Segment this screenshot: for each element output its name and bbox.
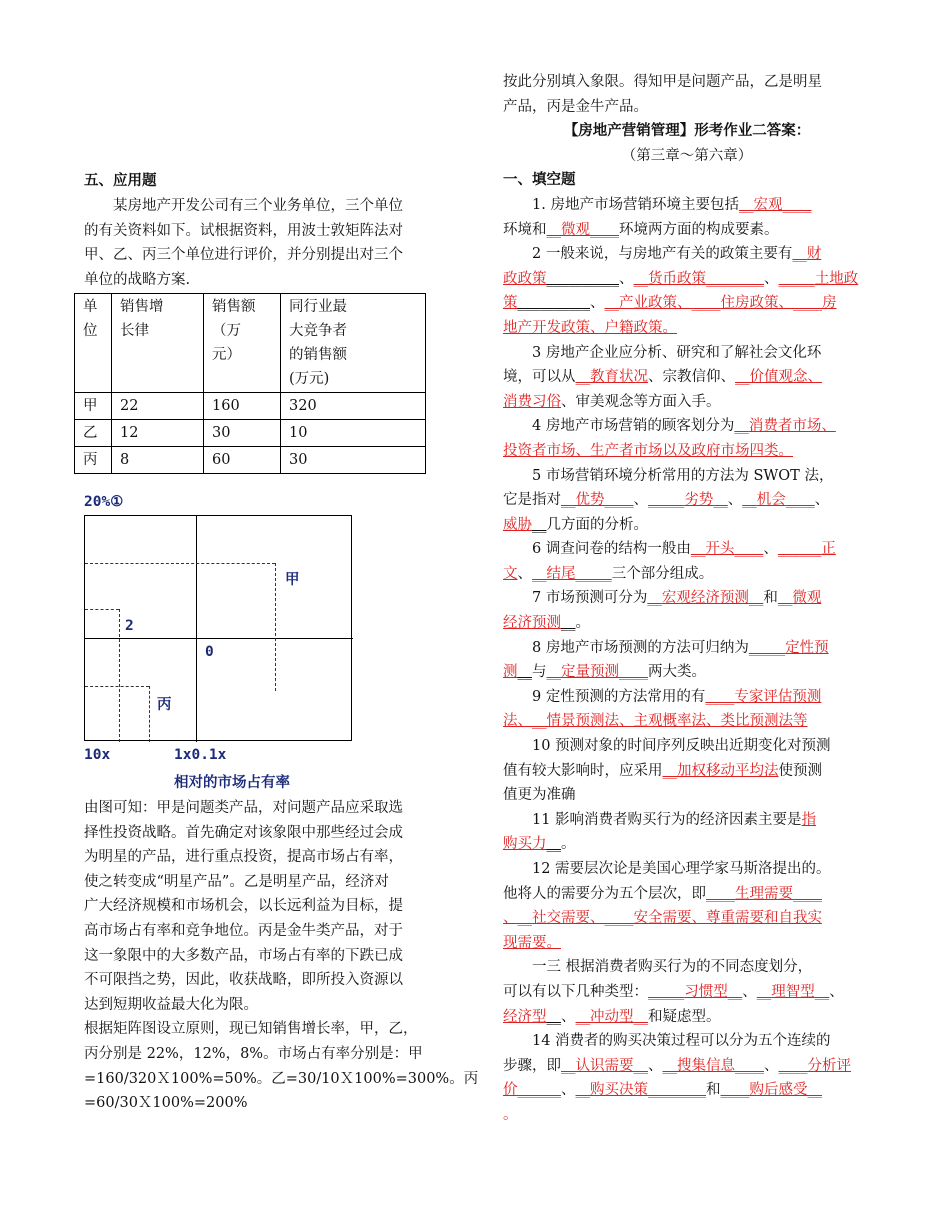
table-cell: 320 <box>281 393 426 420</box>
dashed-line <box>119 609 120 742</box>
question-1: 1. 房地产市场营销环境主要包括__宏观____ <box>532 196 812 213</box>
question-12-cont: 他将人的需要分为五个层次，即____生理需要____ <box>503 885 822 902</box>
question-14: 14 消费者的购买决策过程可以分为五个连续的 <box>532 1033 831 1050</box>
dashed-line <box>149 686 150 742</box>
continuation-line: 产品，丙是金牛产品。 <box>503 98 648 115</box>
x-label-left: 10x <box>84 747 111 763</box>
table-row <box>75 393 426 420</box>
data-table <box>74 293 426 474</box>
question-9-cont: 法、__情景预测法、主观概率法、类比预测法等 <box>503 713 808 730</box>
dashed-line <box>85 563 275 564</box>
star-label: 甲 <box>285 572 300 588</box>
question-5-cont: 威胁__几方面的分析。 <box>503 516 648 533</box>
analysis-line: =160/320Ｘ100%=50%。乙=30/10Ｘ100%=300%。丙 <box>84 1070 479 1087</box>
table-header-row <box>75 294 426 393</box>
question-12: 12 需要层次论是美国心理学家马斯洛提出的。 <box>532 861 831 877</box>
x-label-mid: 1x0.1x <box>174 747 227 763</box>
bcg-matrix <box>84 515 352 741</box>
question-3-cont: 消费习俗、审美观念等方面入手。 <box>503 393 721 410</box>
table-cell: 12 <box>112 420 204 447</box>
dashed-line <box>85 609 119 610</box>
analysis-paragraph <box>84 796 479 1116</box>
question-2-cont: 地产开发政策、户籍政策。 <box>503 319 677 336</box>
analysis-line: 达到短期收益最大化为限。 <box>84 996 258 1013</box>
question-10-cont: 值有较大影响时，应采用__加权移动平均法使预测 <box>503 762 822 779</box>
table-cell: 甲 <box>75 393 112 420</box>
header-cell: 单 位 <box>75 294 112 393</box>
table-row <box>75 447 426 474</box>
analysis-line: 不可限挡之势，因此，收获战略，即所投入资源以 <box>84 972 403 989</box>
question-6-cont: 文、__结尾_____三个部分组成。 <box>503 565 714 582</box>
analysis-line: 为明星的产品，进行重点投资，提高市场占有率， <box>84 849 403 866</box>
x-axis-title: 相对的市场占有率 <box>174 775 290 791</box>
analysis-line: 由图可知：甲是问题类产品，对问题产品应采取选 <box>84 800 403 816</box>
dashed-line <box>85 686 149 687</box>
question-8-cont: 测__与__定量预测____两大类。 <box>503 664 706 681</box>
analysis-line: 广大经济规模和市场机会，以长远利益为目标，提 <box>84 898 403 915</box>
fill-section-title: 一、填空题 <box>503 171 576 189</box>
question-5: 5 市场营销环境分析常用的方法为 SWOT 法， <box>532 467 834 484</box>
table-cell: 丙 <box>75 447 112 474</box>
matrix-y-label: 20%① <box>84 494 124 510</box>
table-cell: 160 <box>204 393 281 420</box>
question-11: 11 影响消费者购买行为的经济因素主要是指 <box>532 811 817 828</box>
matrix-vertical-divider <box>196 516 197 742</box>
intro-line: 单位的战略方案. <box>84 271 191 288</box>
matrix-label-0: 0 <box>205 644 214 660</box>
header-cell: 销售增 长律 <box>112 294 204 393</box>
analysis-line: =60/30Ｘ100%=200% <box>84 1095 248 1112</box>
intro-line: 的有关资料如下。试根据资料，用波士敦矩阵法对 <box>84 222 403 239</box>
matrix-horizontal-divider <box>85 638 353 639</box>
analysis-line: 择性投资战略。首先确定对该象限中那些经过会成 <box>84 824 403 841</box>
question-7-cont: 经济预测__。 <box>503 615 590 632</box>
table-cell: 60 <box>204 447 281 474</box>
question-13-cont: 经济型__、__冲动型__和疑虑型。 <box>503 1008 721 1025</box>
question-7: 7 市场预测可分为__宏观经济预测__和__微观 <box>532 590 822 607</box>
question-13-cont: 可以有以下几种类型：_____习惯型__、__理智型__、 <box>503 983 844 1000</box>
continuation-line: 按此分别填入象限。得知甲是问题产品，乙是明星 <box>503 74 822 90</box>
answer-title: 【房地产营销管理】形考作业二答案： <box>563 122 811 140</box>
question-3-cont: 境，可以从__教育状况、宗教信仰、__价值观念、 <box>503 369 822 386</box>
table-cell: 30 <box>281 447 426 474</box>
table-cell: 22 <box>112 393 204 420</box>
dashed-line <box>275 563 276 691</box>
table-cell: 30 <box>204 420 281 447</box>
cow-label: 丙 <box>157 697 172 713</box>
intro-line: 某房地产开发公司有三个业务单位，三个单位 <box>113 198 403 214</box>
question-12-cont: 、__社交需要、____安全需要、尊重需要和自我实 <box>503 910 822 927</box>
question-14-cont: 价______、__购买决策________和____购后感受__ <box>503 1082 822 1099</box>
intro-line: 甲、乙、丙三个单位进行评价，并分别提出对三个 <box>84 247 403 264</box>
right-column <box>503 70 871 1128</box>
question-4: 4 房地产市场营销的顾客划分为__消费者市场、 <box>532 418 836 435</box>
question-10-cont: 值更为准确 <box>503 787 576 804</box>
question-6: 6 调查问卷的结构一般由__开头____、______正 <box>532 541 836 558</box>
question-10: 10 预测对象的时间序列反映出近期变化对预测 <box>532 738 831 755</box>
question-3: 3 房地产企业应分析、研究和了解社会文化环 <box>532 344 822 361</box>
question-2-cont: 策__________、__产业政策、____住房政策、____房 <box>503 295 837 312</box>
analysis-line: 丙分别是 22%，12%，8%。市场占有率分别是：甲 <box>84 1045 423 1062</box>
table-cell: 10 <box>281 420 426 447</box>
question-2-cont: 政政策__________、__货币政策________、_____土地政 <box>503 270 859 287</box>
question-1-cont: 环境和__微观____环境两方面的构成要素。 <box>503 221 779 238</box>
header-cell: 同行业最 大竞争者 的销售额 (万元) <box>281 294 426 393</box>
question-8: 8 房地产市场预测的方法可归纳为_____定性预 <box>532 639 829 656</box>
analysis-line: 根据矩阵图设立原则，现已知销售增长率，甲，乙， <box>84 1021 418 1038</box>
matrix-label-2: 2 <box>125 618 134 634</box>
question-14-cont: 步骤，即__认识需要__、__搜集信息____、____分析评 <box>503 1057 851 1074</box>
analysis-line: 使之转变成“明星产品”。乙是明星产品，经济对 <box>84 873 389 890</box>
table-cell: 乙 <box>75 420 112 447</box>
header-cell: 销售额 （万 元） <box>204 294 281 393</box>
question-14-cont: 。 <box>503 1106 518 1123</box>
question-5-cont: 它是指对__优势____、_____劣势__、__机会____、 <box>503 492 830 509</box>
chapter-range: （第三章～第六章） <box>621 147 753 164</box>
intro-paragraph <box>84 194 456 292</box>
question-9: 9 定性预测的方法常用的有____专家评估预测 <box>532 688 822 705</box>
question-12-cont: 现需要。 <box>503 934 561 951</box>
question-4-cont: 投资者市场、生产者市场以及政府市场四类。 <box>503 442 793 459</box>
question-13: 一三 根据消费者购买行为的不同态度划分， <box>532 959 813 976</box>
question-2: 2 一般来说，与房地产有关的政策主要有__财 <box>532 246 822 263</box>
section-title: 五、应用题 <box>84 172 157 189</box>
table-row <box>75 420 426 447</box>
table-cell: 8 <box>112 447 204 474</box>
analysis-line: 高市场占有率和竞争地位。丙是金牛类产品，对于 <box>84 922 403 939</box>
question-11-cont: 购买力__。 <box>503 836 576 853</box>
analysis-line: 这一象限中的大多数产品，市场占有率的下跌已成 <box>84 947 403 964</box>
